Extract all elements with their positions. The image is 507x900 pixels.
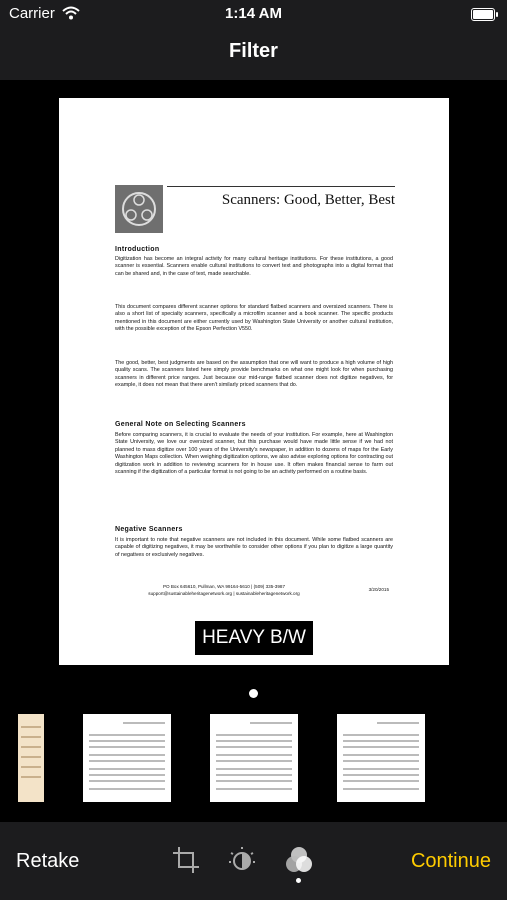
document-rule <box>167 186 395 187</box>
document-logo-image <box>115 185 163 233</box>
filter-name-badge: HEAVY B/W <box>195 621 313 655</box>
document-paragraph: Digitization has become an integral activity for many cultural heritage institutions. For these institutions, a good scanner is essential. Scanners enable cultural institutions to convert text and photographs into a digital format that can be shared and, in the case of text, made searchable. <box>115 256 393 277</box>
filter-thumbnail[interactable] <box>337 714 425 802</box>
filter-thumbnail[interactable] <box>210 714 298 802</box>
clock: 1:14 AM <box>225 5 282 22</box>
battery-icon <box>471 8 495 21</box>
document-heading: Scanners: Good, Better, Best <box>221 192 395 208</box>
document-footer <box>115 584 393 597</box>
continue-button[interactable]: Continue <box>410 850 491 872</box>
section-heading: General Note on Selecting Scanners <box>115 421 246 428</box>
section-heading: Introduction <box>115 246 160 253</box>
bottom-toolbar <box>0 822 507 900</box>
color-adjust-icon[interactable] <box>226 844 258 876</box>
footer-date: 3/20/2015 <box>368 587 389 592</box>
page-indicator-dot[interactable] <box>249 689 258 698</box>
page-title: Filter <box>229 40 278 62</box>
scanned-document-preview <box>59 98 449 665</box>
navigation-bar <box>0 28 507 80</box>
document-paragraph: This document compares different scanner options for standard flatbed scanners and oversized scanners. There is also a short list of specialty scanners, specifically a microfilm scanner and a book scanner. The specific products mentioned in this document are either currently used by Washington State University or another cultural institution, with the possible exception of the Epson Perfection V550. <box>115 304 393 333</box>
footer-address: PO Box 645610, Pullman, WA 99164-5610 | (509) 335-3987 <box>162 584 286 589</box>
document-paragraph: The good, better, best judgments are based on the assumption that one will want to produce a high volume of high quality scans. The scanners listed here simply provide benchmarks on what one might look for when purchasing scanners in different price ranges. Just because our mid-range flatbed scanner does not digitize negatives, for example, it does not mean that there aren't similarly priced scanners that do. <box>115 360 393 389</box>
crop-icon[interactable] <box>170 844 202 876</box>
document-paragraph: Before comparing scanners, it is crucial to evaluate the needs of your institution. For example, here at Washington State University, we love our oversized scanner, but this purchase would have made little sense if we had not planned to mass digitize over 100 years of the University's newspaper, in addition to dozens of maps for the Early Washington Maps collection. When weighing digitization options, we also advise exploring options for contracting out digitization work in addition to reviewing scanners for in house use. It often makes financial sense to farm out scanning if the digitization of a particular format is not going to be an activity performed on a routine basis. <box>115 432 393 476</box>
carrier-label: Carrier <box>9 5 55 22</box>
retake-button[interactable]: Retake <box>16 850 80 872</box>
footer-contact: support@sustainableheritagenetwork.org | sustainableheritagenetwork.org <box>148 590 300 596</box>
section-heading: Negative Scanners <box>115 526 183 533</box>
filter-thumbnail[interactable] <box>83 714 171 802</box>
selected-tool-indicator <box>296 878 301 883</box>
filter-thumbnail[interactable] <box>18 714 44 802</box>
document-paragraph: It is important to note that negative scanners are not included in this document. While some flatbed scanners are capable of digitizing negatives, it may be worthwhile to consider other options if you plan to digitize a large quantity of negatives or exclusively negatives. <box>115 537 393 558</box>
filters-icon[interactable] <box>283 844 315 876</box>
status-bar <box>0 0 507 28</box>
